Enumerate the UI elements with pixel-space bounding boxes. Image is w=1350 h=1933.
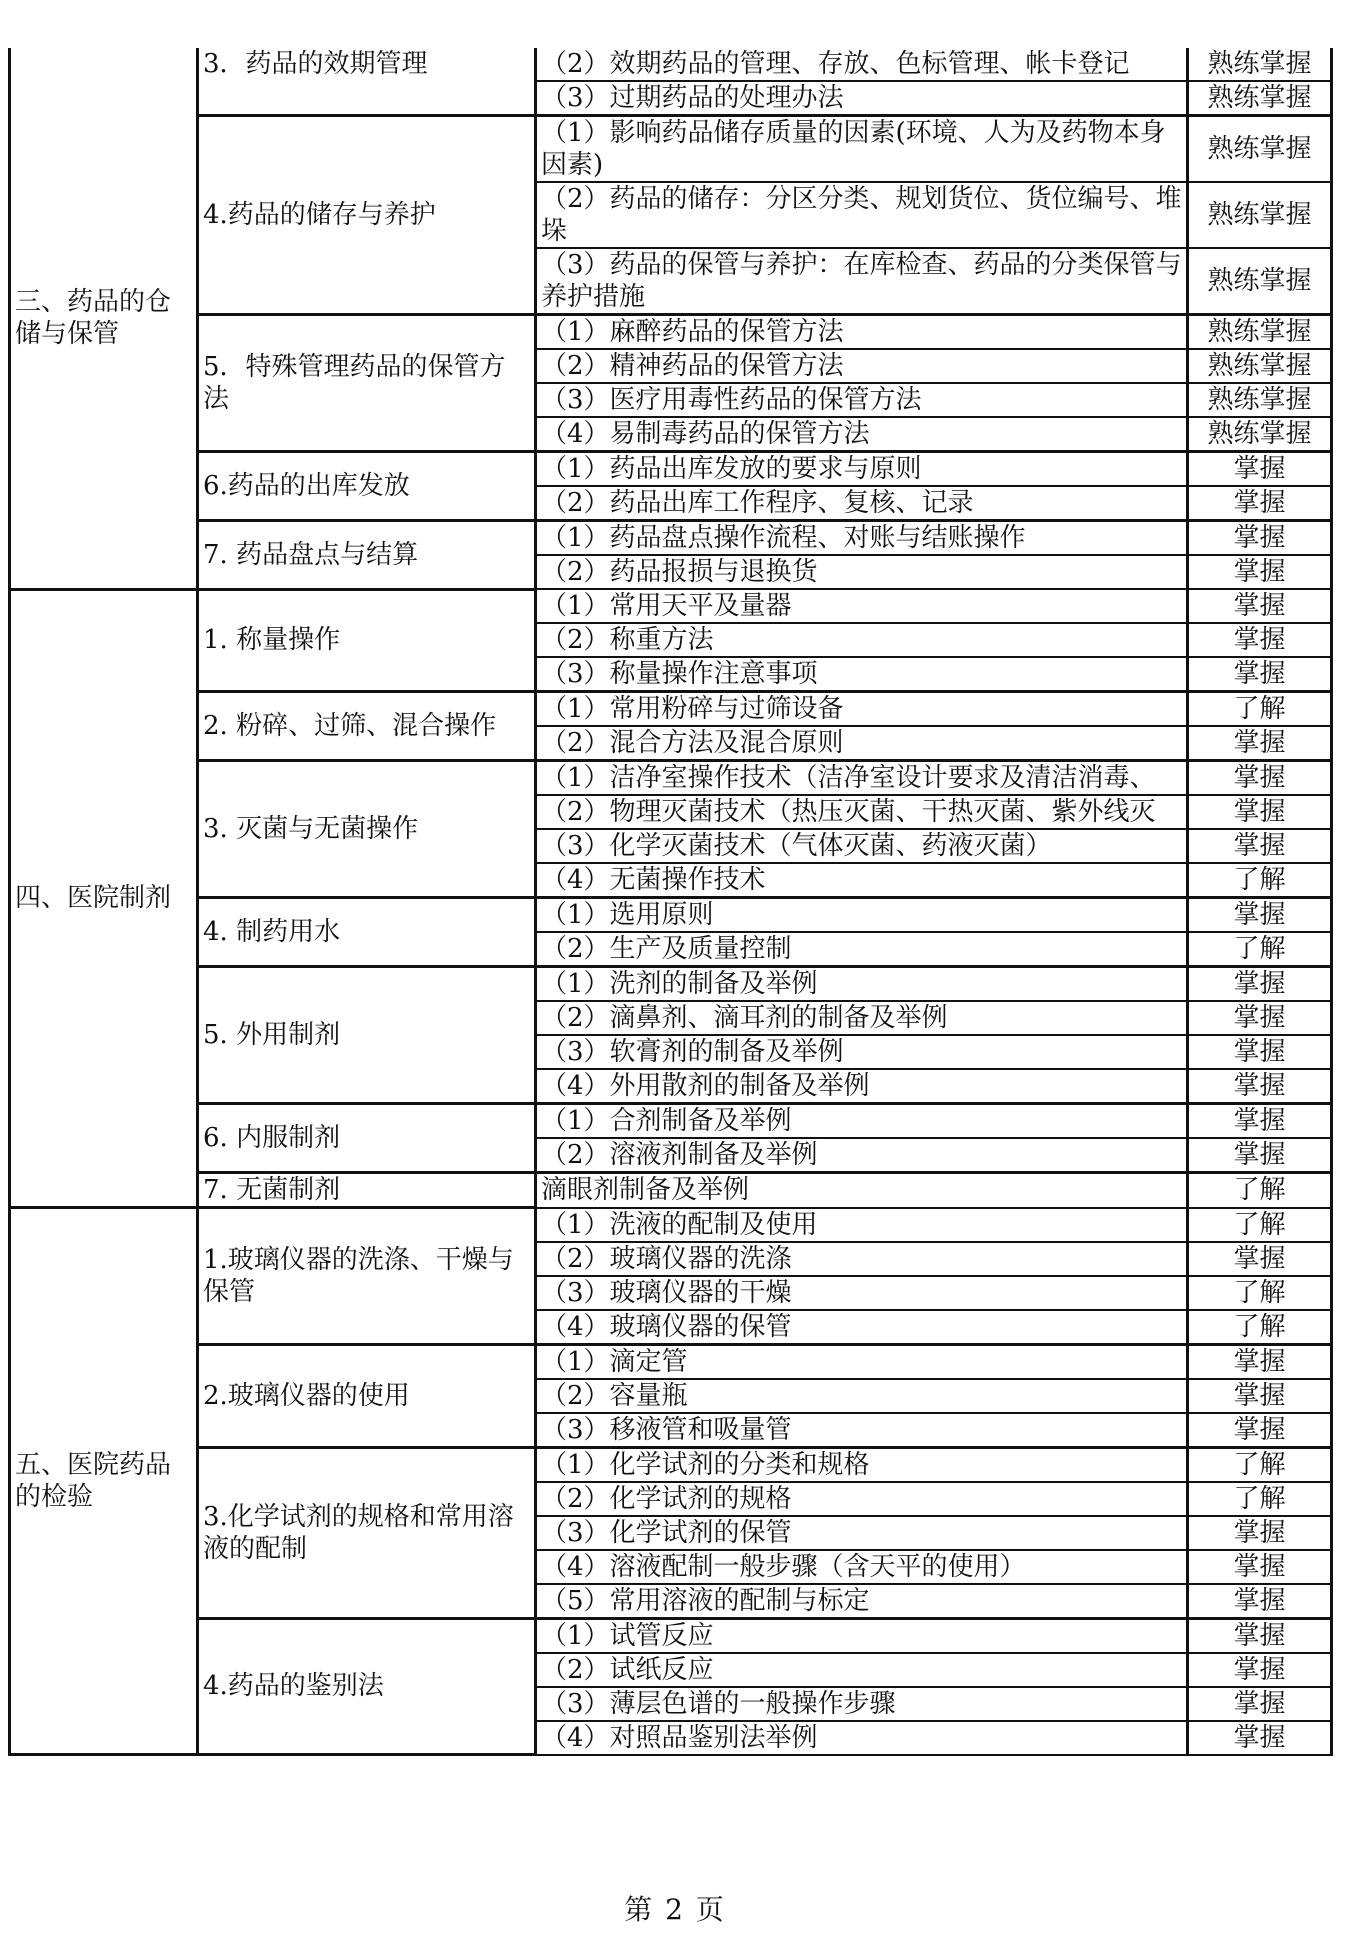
content-cell: （4）易制毒药品的保管方法 (536, 417, 1188, 452)
level-cell: 掌握 (1188, 726, 1332, 761)
level-cell: 熟练掌握 (1188, 417, 1332, 452)
content-cell: （3）称量操作注意事项 (536, 657, 1188, 692)
content-cell: （2）药品出库工作程序、复核、记录 (536, 486, 1188, 521)
level-cell: 熟练掌握 (1188, 81, 1332, 116)
content-cell: （2）药品的储存：分区分类、规划货位、货位编号、堆垛 (536, 182, 1188, 248)
level-cell: 熟练掌握 (1188, 248, 1332, 315)
level-cell: 了解 (1188, 932, 1332, 967)
level-cell: 掌握 (1188, 623, 1332, 657)
table-row (10, 967, 1332, 1002)
content-cell: （3）化学试剂的保管 (536, 1516, 1188, 1550)
level-cell: 掌握 (1188, 1653, 1332, 1687)
content-cell: （4）玻璃仪器的保管 (536, 1310, 1188, 1345)
topic-cell: 4. 制药用水 (198, 898, 536, 967)
level-cell: 掌握 (1188, 1687, 1332, 1721)
content-cell: （2）试纸反应 (536, 1653, 1188, 1687)
level-cell: 熟练掌握 (1188, 116, 1332, 183)
topic-cell: 6.药品的出库发放 (198, 452, 536, 521)
level-cell: 掌握 (1188, 898, 1332, 933)
level-cell: 了解 (1188, 1447, 1332, 1482)
level-cell: 掌握 (1188, 452, 1332, 487)
content-cell: （2）容量瓶 (536, 1379, 1188, 1413)
level-cell: 掌握 (1188, 761, 1332, 796)
level-cell: 掌握 (1188, 555, 1332, 589)
content-cell: （3）药品的保管与养护：在库检查、药品的分类保管与养护措施 (536, 248, 1188, 315)
content-cell: （2）效期药品的管理、存放、色标管理、帐卡登记 (536, 48, 1188, 81)
level-cell: 掌握 (1188, 967, 1332, 1002)
table-row (10, 761, 1332, 796)
content-cell: （3）移液管和吸量管 (536, 1413, 1188, 1448)
content-cell: （1）化学试剂的分类和规格 (536, 1447, 1188, 1482)
table-row (10, 1344, 1332, 1379)
syllabus-table-body (10, 48, 1332, 1755)
table-row (10, 48, 1332, 81)
table-row (10, 692, 1332, 727)
content-cell: （1）麻醉药品的保管方法 (536, 315, 1188, 350)
level-cell: 掌握 (1188, 1242, 1332, 1276)
table-row (10, 1447, 1332, 1482)
level-cell: 熟练掌握 (1188, 383, 1332, 417)
level-cell: 掌握 (1188, 657, 1332, 692)
content-cell: （1）试管反应 (536, 1618, 1188, 1653)
page-number: 第 2 页 (624, 1893, 726, 1926)
level-cell: 了解 (1188, 1276, 1332, 1310)
content-cell: （2）生产及质量控制 (536, 932, 1188, 967)
level-cell: 掌握 (1188, 1584, 1332, 1619)
level-cell: 掌握 (1188, 1550, 1332, 1584)
content-cell: （4）外用散剂的制备及举例 (536, 1069, 1188, 1104)
topic-cell: 4.药品的储存与养护 (198, 116, 536, 315)
level-cell: 熟练掌握 (1188, 315, 1332, 350)
syllabus-page (8, 48, 1330, 1756)
content-cell: （1）洗液的配制及使用 (536, 1208, 1188, 1242)
topic-cell: 3．药品的效期管理 (198, 48, 536, 116)
content-cell: （1）洁净室操作技术（洁净室设计要求及清洁消毒、 (536, 761, 1188, 796)
content-cell: （3）化学灭菌技术（气体灭菌、药液灭菌） (536, 829, 1188, 863)
topic-cell: 4.药品的鉴别法 (198, 1618, 536, 1755)
level-cell: 掌握 (1188, 486, 1332, 521)
topic-cell: 2. 粉碎、过筛、混合操作 (198, 692, 536, 761)
topic-cell: 6. 内服制剂 (198, 1104, 536, 1173)
table-row (10, 452, 1332, 487)
content-cell: （1）常用粉碎与过筛设备 (536, 692, 1188, 727)
section-title: 四、医院制剂 (10, 589, 198, 1208)
content-cell: （2）玻璃仪器的洗涤 (536, 1242, 1188, 1276)
content-cell: （1）影响药品储存质量的因素(环境、人为及药物本身因素) (536, 116, 1188, 183)
section-title: 三、药品的仓储与保管 (10, 48, 198, 589)
content-cell: （1）滴定管 (536, 1344, 1188, 1379)
section-title: 五、医院药品的检验 (10, 1208, 198, 1755)
level-cell: 掌握 (1188, 1104, 1332, 1139)
content-cell: （4）对照品鉴别法举例 (536, 1721, 1188, 1755)
content-cell: （2）药品报损与退换货 (536, 555, 1188, 589)
topic-cell: 1. 称量操作 (198, 589, 536, 692)
content-cell: （3）医疗用毒性药品的保管方法 (536, 383, 1188, 417)
level-cell: 了解 (1188, 1310, 1332, 1345)
topic-cell: 7. 药品盘点与结算 (198, 521, 536, 590)
content-cell: （1）洗剂的制备及举例 (536, 967, 1188, 1002)
level-cell: 了解 (1188, 863, 1332, 898)
topic-cell: 1.玻璃仪器的洗涤、干燥与保管 (198, 1208, 536, 1345)
syllabus-table (8, 48, 1333, 1756)
table-row (10, 315, 1332, 350)
content-cell: （4）溶液配制一般步骤（含天平的使用） (536, 1550, 1188, 1584)
table-row (10, 1173, 1332, 1208)
level-cell: 掌握 (1188, 1516, 1332, 1550)
content-cell: 滴眼剂制备及举例 (536, 1173, 1188, 1208)
level-cell: 熟练掌握 (1188, 349, 1332, 383)
content-cell: （1）合剂制备及举例 (536, 1104, 1188, 1139)
level-cell: 掌握 (1188, 1379, 1332, 1413)
level-cell: 掌握 (1188, 1001, 1332, 1035)
level-cell: 了解 (1188, 1208, 1332, 1242)
content-cell: （2）滴鼻剂、滴耳剂的制备及举例 (536, 1001, 1188, 1035)
table-row (10, 1208, 1332, 1242)
topic-cell: 3. 灭菌与无菌操作 (198, 761, 536, 898)
content-cell: （2）溶液剂制备及举例 (536, 1138, 1188, 1173)
topic-cell: 7. 无菌制剂 (198, 1173, 536, 1208)
level-cell: 掌握 (1188, 521, 1332, 556)
level-cell: 掌握 (1188, 1413, 1332, 1448)
level-cell: 掌握 (1188, 1618, 1332, 1653)
content-cell: （3）玻璃仪器的干燥 (536, 1276, 1188, 1310)
level-cell: 掌握 (1188, 1138, 1332, 1173)
level-cell: 了解 (1188, 1173, 1332, 1208)
content-cell: （1）药品出库发放的要求与原则 (536, 452, 1188, 487)
content-cell: （1）选用原则 (536, 898, 1188, 933)
topic-cell: 3.化学试剂的规格和常用溶液的配制 (198, 1447, 536, 1618)
level-cell: 掌握 (1188, 1344, 1332, 1379)
level-cell: 掌握 (1188, 589, 1332, 623)
level-cell: 熟练掌握 (1188, 182, 1332, 248)
level-cell: 掌握 (1188, 1035, 1332, 1069)
level-cell: 掌握 (1188, 829, 1332, 863)
table-row (10, 1618, 1332, 1653)
table-row (10, 589, 1332, 623)
level-cell: 掌握 (1188, 1721, 1332, 1755)
content-cell: （2）物理灭菌技术（热压灭菌、干热灭菌、紫外线灭 (536, 795, 1188, 829)
content-cell: （1）药品盘点操作流程、对账与结账操作 (536, 521, 1188, 556)
table-row (10, 521, 1332, 556)
level-cell: 掌握 (1188, 795, 1332, 829)
level-cell: 了解 (1188, 692, 1332, 727)
content-cell: （2）精神药品的保管方法 (536, 349, 1188, 383)
content-cell: （3）软膏剂的制备及举例 (536, 1035, 1188, 1069)
content-cell: （4）无菌操作技术 (536, 863, 1188, 898)
level-cell: 熟练掌握 (1188, 48, 1332, 81)
table-row (10, 116, 1332, 183)
table-row (10, 898, 1332, 933)
level-cell: 掌握 (1188, 1069, 1332, 1104)
level-cell: 了解 (1188, 1482, 1332, 1516)
content-cell: （2）称重方法 (536, 623, 1188, 657)
content-cell: （3）过期药品的处理办法 (536, 81, 1188, 116)
content-cell: （5）常用溶液的配制与标定 (536, 1584, 1188, 1619)
content-cell: （3）薄层色谱的一般操作步骤 (536, 1687, 1188, 1721)
topic-cell: 5．特殊管理药品的保管方法 (198, 315, 536, 452)
topic-cell: 2.玻璃仪器的使用 (198, 1344, 536, 1447)
content-cell: （2）化学试剂的规格 (536, 1482, 1188, 1516)
table-row (10, 1104, 1332, 1139)
content-cell: （2）混合方法及混合原则 (536, 726, 1188, 761)
content-cell: （1）常用天平及量器 (536, 589, 1188, 623)
topic-cell: 5. 外用制剂 (198, 967, 536, 1104)
